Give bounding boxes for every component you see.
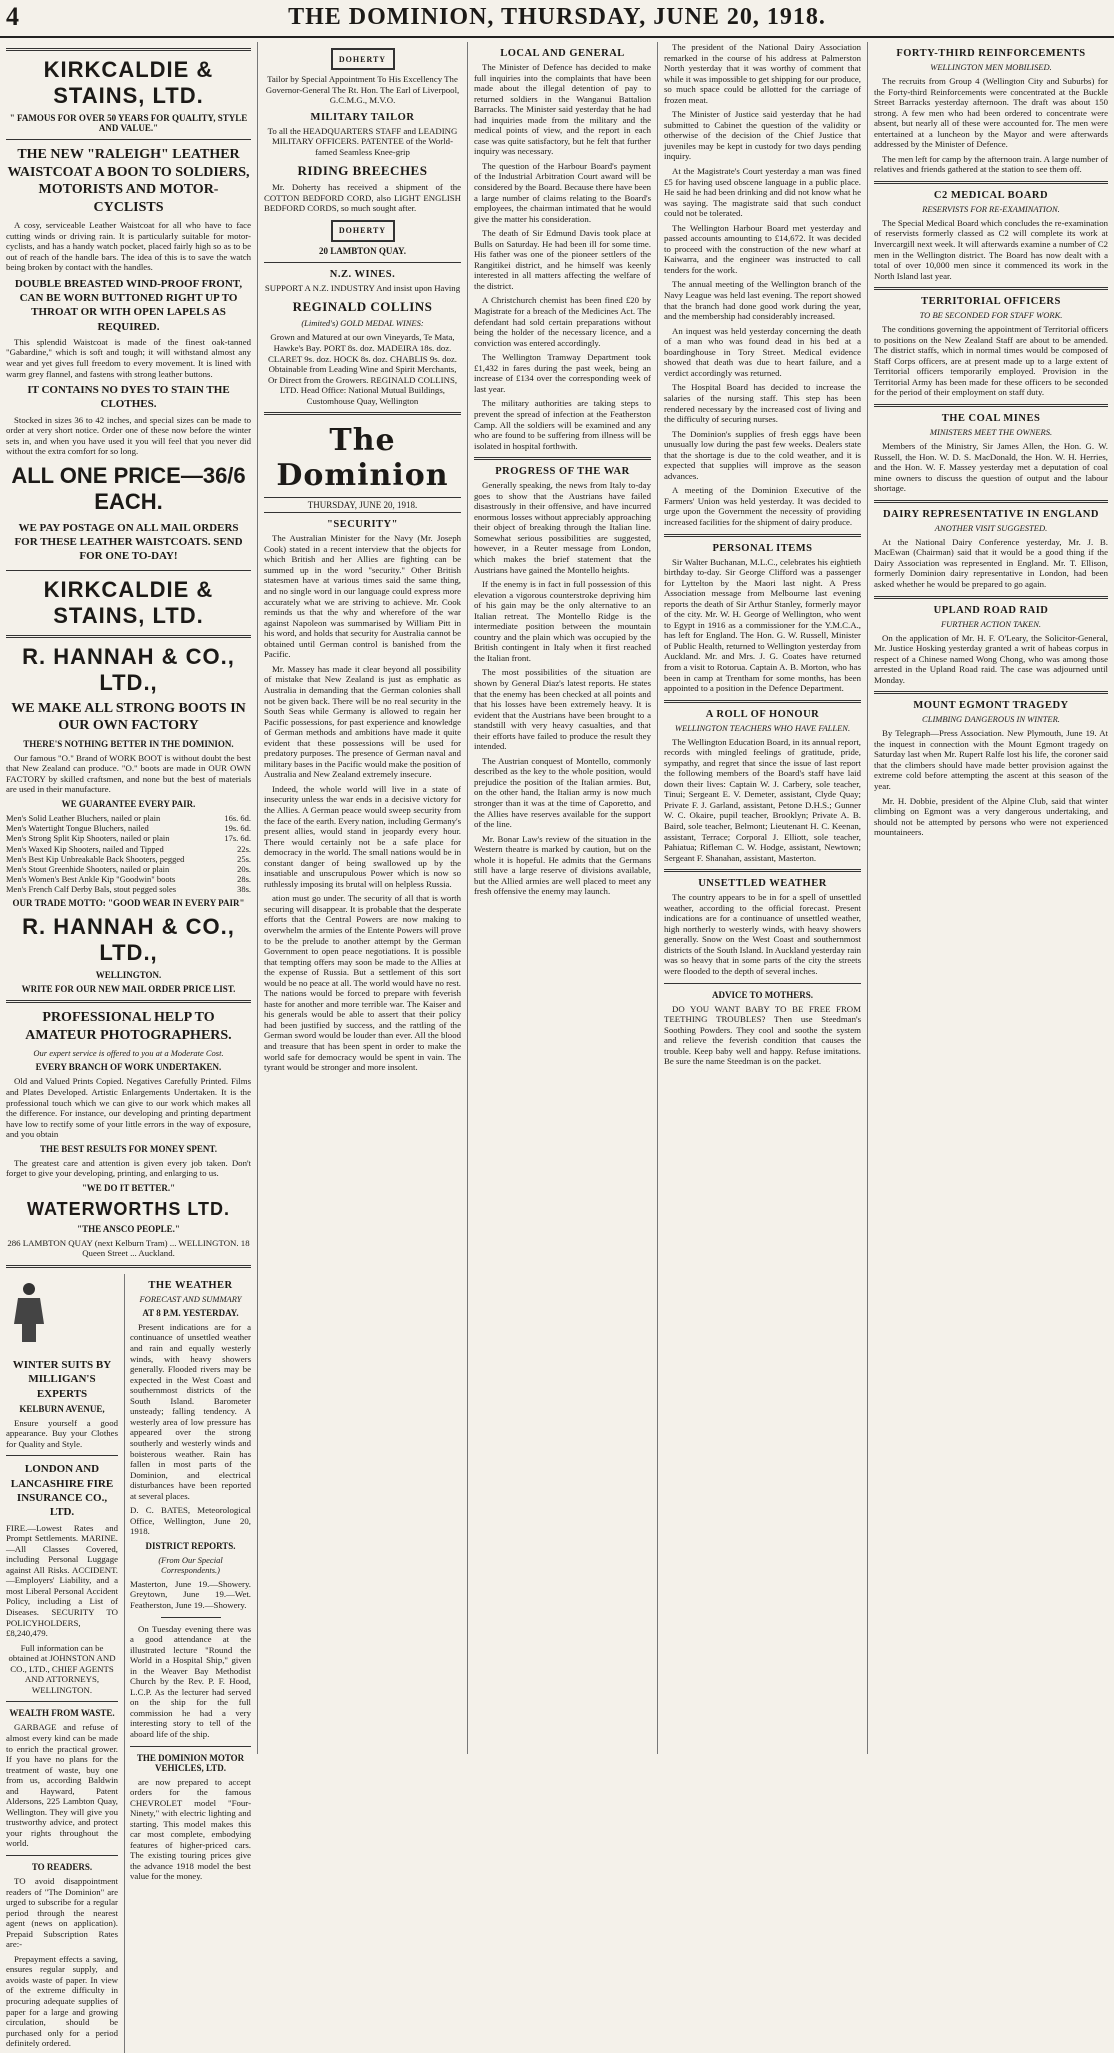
hannah-headline: WE MAKE ALL STRONG BOOTS IN OUR OWN FACTORY [11, 700, 246, 734]
divider [874, 181, 1108, 184]
hannah-heading: R. HANNAH & CO., LTD., [22, 643, 235, 695]
hannah-city: WELLINGTON. [95, 970, 162, 981]
photo-body: Old and Valued Prints Copied. Negatives Carefully Printed. Films and Plates Developed. Artistic Enlargements Undertaken. It is the professional touch which we can give to our work which makes all the difference. For instance, our developing and printing department have low to rectify some of your little errors in the way of exposure, and you obtain [6, 1076, 251, 1140]
hannah-motto: OUR TRADE MOTTO: "GOOD WEAR IN EVERY PAIR" [12, 898, 245, 909]
doherty-headline: MILITARY TAILOR [310, 111, 415, 123]
local-paragraph-4: A Christchurch chemist has been fined £20 by Magistrate for a breach of the Medicines Act. The defendant had sold certain preparations without being the holder of the necessary licence, and a conviction was entered accordingly. [474, 295, 651, 348]
advice-heading: ADVICE TO MOTHERS. [712, 989, 813, 1000]
waste-body: GARBAGE and refuse of almost every kind can be made to enrich the practical grower. If you have no plans for the treatment of waste, buy one from us, according Baldwin and Hayward, Patent Aldersons, 225 Lambton Quay, Wellington. They will give you trustworthy advice, and protect your rights throughout the world. [6, 1722, 118, 1849]
waistcoat-headline: THE NEW "RALEIGH" LEATHER WAISTCOAT A BOON TO SOLDIERS, MOTORISTS AND MOTOR-CYCLISTS [7, 147, 250, 215]
doherty-body: To all the HEADQUARTERS STAFF and LEADING MILITARY OFFICERS. PATENTEE of the World-famed Seamless Knee-grip [267, 125, 458, 157]
news-paragraph-3: At the Magistrate's Court yesterday a man was fined £5 for having used obscene language in a public place. He said he had been drinking and did not know what he was saying. The magistrate said that such conduct could not be tolerated. [664, 166, 861, 219]
tailor-figure-icon [6, 1280, 52, 1344]
coal-heading: THE COAL MINES [941, 413, 1041, 425]
paper-nameplate: The Dominion [276, 423, 449, 494]
hannah-guarantee: WE GUARANTEE EVERY PAIR. [61, 798, 196, 809]
column-local-news [467, 42, 657, 1754]
war-paragraph-3: The most possibilities of the situation are shown by General Diaz's latest reports. He states that the enemy has been checked at all points and that his losses have been extremely heavy. It is evident that the Austrians have been brought to a standstill with very heavy casualties, and that their efforts have failed to produce the result they intended. [474, 667, 651, 752]
price-row: Men's Strong Split Kip Shooters, nailed or plain 17s. 6d. [6, 833, 251, 844]
divider [874, 596, 1108, 599]
wines-body: Grown and Matured at our own Vineyards, Te Mata, Hawke's Bay. PORT 8s. doz. MADEIRA 18s. doz. CLARET 9s. doz. HOCK 8s. doz. CHABLIS 9s. doz. Obtainable from Leading Wine and Spirit Merchants, Or Direct from the Growers. REGINALD COLLINS, LTD. Head Office: National Mutual Buildings, Customhouse Quay, Wellington [267, 332, 458, 406]
boot-price-list [6, 813, 251, 895]
divider [664, 983, 861, 984]
divider [474, 457, 651, 460]
waste-heading: WEALTH FROM WASTE. [9, 1708, 115, 1719]
security-paragraph-3: Indeed, the whole world will live in a state of insecurity unless the war ends in a decisive victory for the Allies. A German peace would sweep security from the face of the earth. Every nation, including Germany's present allies, would stand in jeopardy every hour. There would certainly not be a safe place for democracy in the world. The small nations would be in constant danger of being swallowed up by the insatiable and unscrupulous Power which is now so ruthlessly imposing its brutal will on helpless Russia. [264, 783, 461, 889]
local-paragraph-2: The question of the Harbour Board's payment of the Industrial Arbitration Court award will be considered by the Board. Because there have been a large number of claims relating to the Board's employees, the chairman intimated that he would give the matter his consideration. [474, 160, 651, 224]
egmont-paragraph-2: Mr. H. Dobbie, president of the Alpine Club, said that winter climbing on Egmont was a very dangerous undertaking, and should not be attempted by persons who were not experienced mountaineers. [874, 795, 1108, 838]
news-paragraph-7: The Hospital Board has decided to increase the salaries of the nursing staff. This step has been rendered necessary by the increased cost of living and the difficulty of securing nurses. [664, 382, 861, 425]
doherty-address: 20 LAMBTON QUAY. [319, 245, 406, 256]
upland-heading: UPLAND ROAD RAID [933, 604, 1049, 616]
divider [664, 534, 861, 537]
war-paragraph-5: Mr. Bonar Law's review of the situation in the Western theatre is marked by caution, but on the whole it is hopeful. He admits that the Germans still have a large reserve of divisions available, but the Allied armies are well placed to meet any fresh offensive the enemy may launch. [474, 833, 651, 897]
territorial-sub: TO BE SECONDED FOR STAFF WORK. [919, 310, 1063, 321]
price-row: Men's Watertight Tongue Bluchers, nailed 19s. 6d. [6, 823, 251, 834]
lecture-paragraph: On Tuesday evening there was a good attendance at the illustrated lecture "Round the World in a Hospital Ship," given in the Weaver Bay Methodist Church by the Rev. P. F. Hood, L.C.P. As the lecturer had served on the ship for the full commission he had a very interesting story to tell of the aboard life of the ship. [130, 1623, 251, 1739]
dairy-sub: ANOTHER VISIT SUGGESTED. [934, 522, 1048, 533]
readers-heading: TO READERS. [31, 1861, 93, 1872]
photo-results: THE BEST RESULTS FOR MONEY SPENT. [39, 1143, 218, 1154]
divider [6, 139, 251, 140]
news-paragraph-4: The Wellington Harbour Board met yesterday and passed accounts amounting to £14,672. It was decided to proceed with the construction of the new wharf at Kaiwarra, and the engineer was instructed to call tenders for the work. [664, 222, 861, 275]
roll-sub: WELLINGTON TEACHERS WHO HAVE FALLEN. [674, 722, 851, 733]
local-paragraph-6: The military authorities are taking steps to prevent the spread of infection at the Featherston Camp. All the soldiers will be examined and any who are found to be suffering from illness will be isolated in hospital forthwith. [474, 398, 651, 451]
doherty-logo: DOHERTY [331, 48, 395, 70]
column-editorial [257, 42, 467, 1754]
price-row: Men's Waxed Kip Shooters, nailed and Tipped 22s. [6, 843, 251, 854]
local-paragraph-3: The death of Sir Edmund Davis took place at Bulls on Saturday. He had been ill for some time. His father was one of the pioneer settlers of the Rangitikei district, and he himself was keenly interested in all matters affecting the welfare of the district. [474, 228, 651, 291]
masthead [0, 0, 1114, 38]
insurance-lines: FIRE.—Lowest Rates and Prompt Settlements. MARINE.—All Classes Covered, including Personal Luggage against All Risks. ACCIDENT.—Employers' Liability, and a most Liberal Personal Accident Policy, including a List of Diseases. SECURITY TO POLICYHOLDERS, £8,240,479. [6, 1522, 118, 1639]
security-paragraph-1: The Australian Minister for the Navy (Mr. Joseph Cook) stated in a recent interview that the objects for which British and her Allies are fighting can be summed up in the word "security." Other British statesmen have at various times said the same thing, and no single word in our language could express more accurately what we are striving to achieve. Mr. Cook reminds us that the why and wherefore of the war against Napoleon was summarised by William Pitt in his word, and holds that security for Australia cannot be obtained until German control is banished from the Pacific. [264, 533, 461, 660]
unsettled-body: The country appears to be in for a spell of unsettled weather, according to the official forecast. Present indications are for a continuance of unsettled weather, high northerly to westerly winds, with heavy showers generally. Snow on the West Coast and southernmost districts of the South Island. In Auckland yesterday rain was so heavy that in some parts of the city the streets were flooded to the depth of several inches. [664, 892, 861, 977]
reinforcements-paragraph-2: The men left for camp by the afternoon train. A large number of relatives and friends gathered at the station to see them off. [874, 153, 1108, 175]
newspaper-title: THE DOMINION, THURSDAY, JUNE 20, 1918. [288, 4, 826, 30]
divider [6, 48, 251, 51]
egmont-paragraph-1: By Telegraph—Press Association. New Plymouth, June 19. At the inquest in connection with the Mount Egmont tragedy on Saturday last when Mr. Rupert Ralfe lost his life, the coroner said that the climbers should have made better provision against the extreme cold before attempting the ascent at this season of the year. [874, 728, 1108, 791]
price-row: Men's French Calf Derby Bals, stout pegged soles 38s. [6, 884, 251, 895]
waistcoat-body: A cosy, serviceable Leather Waistcoat for all who have to face cutting winds or driving rain. It is particularly suitable for motor-cyclists, and has a handy watch pocket, placed fairly high so as to be out of reach of the handle bars. The idea of this is to save the watch being broken by contact with the handles. [6, 220, 251, 273]
news-paragraph-5: The annual meeting of the Wellington branch of the Navy League was held last evening. The report showed that the branch had done good work during the year, and the membership had considerably increased. [664, 279, 861, 322]
news-paragraph-8: The Dominion's supplies of fresh eggs have been unusually low during the past few weeks. Dealers state that the shortage is due to the cold weather, and it is expected that supplies will improve as the season advances. [664, 428, 861, 481]
photo-headline: PROFESSIONAL HELP TO AMATEUR PHOTOGRAPHERS. [25, 1010, 232, 1043]
waistcoat-feature: DOUBLE BREASTED WIND-PROOF FRONT, CAN BE WORN BUTTONED RIGHT UP TO THROAT OR WITH OPEN LAPELS AS REQUIRED. [14, 277, 243, 333]
coal-paragraph: Members of the Ministry, Sir James Allen, the Hon. G. W. Russell, the Hon. W. D. S. MacDonald, the Hon. W. H. Herries, and the Hon. W. F. Massey yesterday met a deputation of coal mine owners to discuss the question of output and the labour shortage. [874, 441, 1108, 494]
divider [6, 1000, 251, 1003]
weather-time: AT 8 P.M. YESTERDAY. [142, 1307, 239, 1318]
motor-ad-heading: THE DOMINION MOTOR VEHICLES, LTD. [136, 1752, 245, 1773]
column-advertisements [0, 42, 257, 2049]
waterworths-address: 286 LAMBTON QUAY (next Kelburn Tram) ... WELLINGTON. 18 Queen Street ... Auckland. [7, 1237, 250, 1259]
medical-heading: C2 MEDICAL BOARD [933, 189, 1049, 201]
divider [874, 404, 1108, 407]
egmont-heading: MOUNT EGMONT TRAGEDY [913, 700, 1069, 712]
roll-body: The Wellington Education Board, in its annual report, records with mingled feelings of gratitude, pride, sympathy, and regret that since the issue of last report the following members of the Board's staff have laid down their lives: Captain W. J. Carbery, sole teacher, Tinui; Sergeant E. V. Demeter, assistant, Clyde Quay; Private F. J. Garland, assistant, Petone D.H.S.; Gunner W. C. Okaire, pupil teacher, Brooklyn; Private A. B. Baird, sole teacher, Belmont; Lieutenant H. C. Keenan, assistant, Terrace; Corporal J. Elliott, sole teacher, Pahiatua; Rifleman C. W. Hodge, assistant, Newtown; Sergeant F. Shanahan, assistant, Masterton. [664, 736, 861, 863]
news-paragraph-1: The president of the National Dairy Association remarked in the course of his address at Palmerston North yesterday that it was worthy of comment that while it was impossible to get shipping for our produce, so much space could be allotted for the carriage of frozen meat. [664, 42, 861, 105]
milligan-note: Ensure yourself a good appearance. Buy your Clothes for Quality and Style. [6, 1417, 118, 1449]
waterworths-heading: WATERWORTHS LTD. [27, 1198, 230, 1219]
page-number: 4 [6, 2, 19, 31]
divider [264, 412, 461, 415]
milligan-headline: WINTER SUITS BY MILLIGAN'S EXPERTS [12, 1358, 112, 1400]
column-news [657, 42, 867, 1754]
upland-sub: FURTHER ACTION TAKEN. [940, 618, 1042, 629]
divider [6, 635, 251, 638]
upland-paragraph: On the application of Mr. H. F. O'Leary, the Solicitor-General, Mr. Justice Hosking yesterday granted a writ of habeas corpus in respect of a Chinese named Wong Chong, who was among those arrested in the Upland Road raid. The case was adjourned until Monday. [874, 632, 1108, 685]
photo-slogan: "WE DO IT BETTER." [81, 1182, 176, 1193]
kirkcaldie-heading: KIRKCALDIE & STAINS, LTD. [43, 57, 214, 108]
reports-heading: DISTRICT REPORTS. [145, 1540, 236, 1551]
security-heading: "SECURITY" [327, 519, 398, 531]
territorial-paragraph: The conditions governing the appointment of Territorial officers to positions on the New Zealand Staff are about to be amended. The district staffs, which in normal times would be composed of Staff Corps officers, are at present made up to a large extent of Territorial officers temporarily employed. Provision in the Territorial Army has been made for these officers to be seconded for the period of their employment on staff duty. [874, 324, 1108, 398]
egmont-sub: CLIMBING DANGEROUS IN WINTER. [922, 714, 1060, 725]
war-paragraph-2: If the enemy is in fact in full possession of this elevation a vigorous counterstroke depriving him of his gain may be the only alternative to an Italian retreat. The Montello Ridge is the intermediate position between the mountain country and the plain which was occupied by the British contingent in Italy when it first reached the Italian front. [474, 579, 651, 663]
kirkcaldie-footer: KIRKCALDIE & STAINS, LTD. [43, 576, 214, 628]
news-paragraph-6: An inquest was held yesterday concerning the death of a man who was found dead in his bed at a boardinghouse in Tory Street. Medical evidence showed that death was due to heart failure, and a verdict accordingly was returned. [664, 325, 861, 378]
roll-heading: A ROLL OF HONOUR [705, 708, 820, 720]
unsettled-heading: UNSETTLED WEATHER [698, 878, 827, 890]
personal-body: Sir Walter Buchanan, M.L.C., celebrates his eightieth birthday to-day. Sir George Clifford was a passenger for Lyttelton by the Maori last night. A Press Association message from Melbourne last evening reports the death of Sir Arthur Stanley, formerly mayor of the city. Mr. W. H. George of Wellington, who went to Egypt in 1916 as a commissioner for the Y.M.C.A., has left for England. The Hon. G. W. Russell, Minister of Public Health, returned to Wellington yesterday from Auckland. Mr. and Mrs. J. G. Coates have returned from a visit to Rotorua. Captain A. B. Morton, who has been in camp at Trentham for some months, has been appointed to a position in the Defence Department. [664, 556, 861, 694]
war-paragraph-4: The Austrian conquest of Montello, commonly described as the key to the whole position, would prejudice the position of the Italian armies. But, on the other hand, the Italian army is now much stronger than it was at the time of Caporetto, and the Allies have reserves available for the support of the line. [474, 755, 651, 830]
paper-date: THURSDAY, JUNE 20, 1918. [264, 497, 461, 513]
waistcoat-price: ALL ONE PRICE—36/6 EACH. [11, 462, 246, 514]
reinforcements-sub: WELLINGTON MEN MOBILISED. [930, 62, 1052, 72]
doherty-product: RIDING BREECHES [297, 163, 428, 179]
personal-heading: PERSONAL ITEMS [712, 542, 813, 554]
column-military [867, 42, 1114, 1754]
coal-sub: MINISTERS MEET THE OWNERS. [929, 427, 1053, 438]
price-row: Men's Women's Best Ankle Kip "Goodwin" boots 28s. [6, 874, 251, 885]
doherty-appointment: Tailor by Special Appointment To His Excellency The Governor-General The Rt. Hon. The Earl of Liverpool, G.C.M.G., M.V.O. [265, 74, 460, 106]
left-lower-ads [6, 1274, 118, 2053]
divider [6, 1455, 118, 1456]
war-heading: PROGRESS OF THE WAR [495, 466, 630, 478]
divider [874, 287, 1108, 290]
war-paragraph-1: Generally speaking, the news from Italy to-day goes to show that the Austrians have failed disastrously in their offensive, and have incurred enormous losses without appreciably approaching their object of breaking through the Italian line. Somewhat serious possibilities are suggested, however, in a Reuter message from London, which makes the brief statement that the Austrians have gained the Montello heights. [474, 480, 651, 575]
waistcoat-sizes: Stocked in sizes 36 to 42 inches, and special sizes can be made to order at very short notice. Order one of these now before the winter sets in, and when you have used it you will feel that you never did without the extra comfort for so long. [6, 414, 251, 457]
weather-body: Present indications are for a continuance of unsettled weather and rain and equally westerly winds, with heavy showers generally. Flooded rivers may be expected in the West Coast and southernmost districts of the South Island. Barometer unsteady; falling tendency. A westerly area of low pressure has appeared over the strong southerly and westerly winds and boisterous weather. Rain has fallen in most parts of the Dominion, and electrical disturbances have been reported at several places. [130, 1321, 251, 1501]
medical-sub: RESERVISTS FOR RE-EXAMINATION. [922, 203, 1060, 214]
hannah-footer: R. HANNAH & CO., LTD., [22, 914, 235, 966]
right-lower-ads [124, 1274, 251, 2053]
insurance-heading: LONDON AND LANCASHIRE FIRE INSURANCE CO., LTD. [10, 1463, 114, 1519]
motor-ad-body: are now prepared to accept orders for the famous CHEVROLET model "Four-Ninety," with electric lighting and starting. This model makes this car most complete, embodying features of higher-priced cars. The existing touring prices give the advance 1918 model the best value for the money. [130, 1776, 251, 1882]
divider [6, 1701, 118, 1702]
divider [130, 1746, 251, 1747]
divider [6, 1265, 251, 1268]
milligan-address: KELBURN AVENUE, [19, 1403, 105, 1414]
dairy-paragraph: At the National Dairy Conference yesterday, Mr. J. B. MacEwan (Chairman) said that it would be a good thing if the Dairy Association was represented in England. Mr. T. Ellison, formerly Dominion dairy representative in London, had been asked whether he would be prepared to go again. [874, 536, 1108, 589]
waterworths-tag: "THE ANSCO PEOPLE." [77, 1223, 180, 1234]
insurance-agents: Full information can be obtained at JOHNSTON AND CO., LTD., CHIEF AGENTS AND ATTORNEYS, WELLINGTON. [8, 1642, 116, 1695]
dairy-heading: DAIRY REPRESENTATIVE IN ENGLAND [883, 508, 1099, 520]
local-general-heading: LOCAL AND GENERAL [500, 48, 625, 59]
waistcoat-body-2: This splendid Waistcoat is made of the finest oak-tanned "Gabardine," which is soft and tough; it will withstand almost any wear and yet gives full freedom to every movement. It is lined with warm grey flannel, and fastens with strong leather buttons. [6, 336, 251, 379]
divider [6, 1855, 118, 1856]
security-paragraph-4: ation must go under. The security of all that is worth securing will disappear. It is probable that the desperate efforts that the Central Powers are now making to overwhelm the armies of the Entente Powers will prove to be the prelude to another attempt by the German Government to open peace negotiations. It is possible that tempting offers may soon be made to the Allies at the expense of Russia. But a settlement of this sort would be no peace at all. The world would have no rest. The nations would be forced to prepare with feverish haste for another and more terrible war. The Kaiser and his generals would be able to assert that their policy had been justified by success, and the rattling of the German sword would be louder than ever. All the blood and treasure that has been spent in order to make the world safe for democracy would be spent in vain. The tyrant would be stronger and more insolent. [264, 893, 461, 1073]
photo-note: The greatest care and attention is given every job taken. Don't forget to give your developing, printing, and enlarging to us. [6, 1157, 251, 1179]
divider [264, 262, 461, 263]
hannah-sub: THERE'S NOTHING BETTER IN THE DOMINION. [23, 738, 234, 749]
divider [161, 1617, 221, 1618]
photo-sub: Our expert service is offered to you at a Moderate Cost. [33, 1048, 224, 1059]
waistcoat-dye-note: IT CONTAINS NO DYES TO STAIN THE CLOTHES. [27, 384, 230, 411]
divider [664, 700, 861, 703]
security-paragraph-2: Mr. Massey has made it clear beyond all possibility of mistake that New Zealand is just as emphatic as Australia in demanding that the German colonies shall not be given back. There will be no real security in the South Seas while Germany is allowed to regain her Pacific possessions, for past experience and knowledge of German methods and ambitions have made it quite evident that these possessions will be used for predatory purposes. The presence of German naval and military bases in the Pacific would make the position of Australia and New Zealand extremely insecure. [264, 663, 461, 780]
local-paragraph-1: The Minister of Defence has decided to make full inquiries into the complaints that have been made about the illegal detention of pay to returned soldiers in the Wanganui Battalion Barracks. The Minister said yesterday that he had had inquiries made from the military and the medical points of view, and the report in each case was quite satisfactory, but he felt that further inquiry was necessary. [474, 62, 651, 157]
hannah-body: Our famous "O." Brand of WORK BOOT is without doubt the best that New Zealand can produce. "O." boots are made in OUR OWN FACTORY by skilled craftsmen, and none but the best of materials are used in their manufacture. [6, 752, 251, 795]
advice-body: DO YOU WANT BABY TO BE FREE FROM TEETHING TROUBLES? Then use Steedman's Soothing Powders. They cool and soothe the system and relieve the feverish condition that causes the trouble. Keep baby well and happy. Refuse imitations. Be sure the name Steedman is on the packet. [664, 1003, 861, 1067]
kirkcaldie-slogan: " FAMOUS FOR OVER 50 YEARS FOR QUALITY, STYLE AND VALUE." [9, 113, 248, 133]
news-paragraph-9: A meeting of the Dominion Executive of the Farmers' Union was held yesterday. It was decided to urge upon the Government the necessity of providing increased facilities for the shipment of dairy produce. [664, 485, 861, 527]
weather-sub: FORECAST AND SUMMARY [139, 1293, 242, 1304]
readers-body-2: Prepayment effects a saving, ensures regular supply, and avoids waste of paper. In view of the extreme difficulty in procuring adequate supplies of paper for a large and growing circulation, should be purchased only for a period definitely ordered. [6, 1953, 118, 2049]
readers-body: TO avoid disappointment readers of "The Dominion" are urged to subscribe for a regular period through the nearest agent (news on application). Prepaid Subscription Rates are:- [6, 1875, 118, 1950]
reports-body: Masterton, June 19.—Showery. Greytown, June 19.—Wet. Featherston, June 19.—Showery. [130, 1578, 251, 1610]
wines-name: REGINALD COLLINS [292, 299, 433, 315]
wines-heading: N.Z. WINES. [329, 268, 396, 280]
medical-paragraph: The Special Medical Board which concludes the re-examination of reservists formerly classed as C2 will complete its work at Invercargill next week. It will afterwards examine a number of C2 men in the Wellington district. The Board has now dealt with a total of over 10,000 men since it commenced its work in the North Island last year. [874, 217, 1108, 281]
local-paragraph-5: The Wellington Tramway Department took £1,432 in fares during the past week, being an increase of £134 over the corresponding week of last year. [474, 352, 651, 394]
divider [874, 500, 1108, 503]
reinforcements-heading: FORTY-THIRD REINFORCEMENTS [896, 48, 1086, 59]
wines-sub: SUPPORT A N.Z. INDUSTRY And insist upon Having [264, 282, 461, 293]
photo-branch: EVERY BRANCH OF WORK UNDERTAKEN. [35, 1062, 222, 1073]
reports-sub: (From Our Special Correspondents.) [158, 1554, 223, 1575]
territorial-heading: TERRITORIAL OFFICERS [921, 296, 1061, 308]
weather-sign: D. C. BATES, Meteorological Office, Wellington, June 20, 1918. [130, 1505, 251, 1537]
price-row: Men's Stout Greenhide Shooters, nailed or plain 20s. [6, 863, 251, 874]
divider [874, 691, 1108, 694]
hannah-write: WRITE FOR OUR NEW MAIL ORDER PRICE LIST. [21, 984, 236, 995]
weather-heading: THE WEATHER [148, 1279, 233, 1291]
doherty-body-3: Mr. Doherty has received a shipment of the COTTON BEDFORD CORD, also LIGHT ENGLISH BEDFORD CORDS, so much sought after. [264, 182, 461, 214]
price-row: Men's Best Kip Unbreakable Back Shooters, pegged 25s. [6, 853, 251, 864]
divider [664, 869, 861, 872]
price-row: Men's Solid Leather Bluchers, nailed or plain 16s. 6d. [6, 812, 251, 823]
news-paragraph-2: The Minister of Justice said yesterday that he had submitted to Cabinet the question of the validity or otherwise of the decision of the Chief Justice that juveniles may be kept in custody for two days pending inquiry. [664, 109, 861, 162]
doherty-logo-2: DOHERTY [331, 220, 395, 242]
lower-ads-row [6, 1274, 251, 2053]
waistcoat-postage: WE PAY POSTAGE ON ALL MAIL ORDERS FOR THESE LEATHER WAISTCOATS. SEND FOR ONE TO-DAY! [14, 521, 243, 563]
divider [6, 570, 251, 571]
wines-sub-2: (Limited's) GOLD MEDAL WINES: [301, 318, 424, 329]
reinforcements-paragraph-1: The recruits from Group 4 (Wellington City and Suburbs) for the Forty-third Reinforcements were concentrated at the Buckle Street Barracks yesterday afternoon. The draft was about 150 strong. A few men who had been ordered to concentrate were absent, but nearly all of these were accounted for. The men were entertained at a luncheon by the Mayor and were afterwards addressed by the Minister of Defence. [874, 76, 1108, 150]
